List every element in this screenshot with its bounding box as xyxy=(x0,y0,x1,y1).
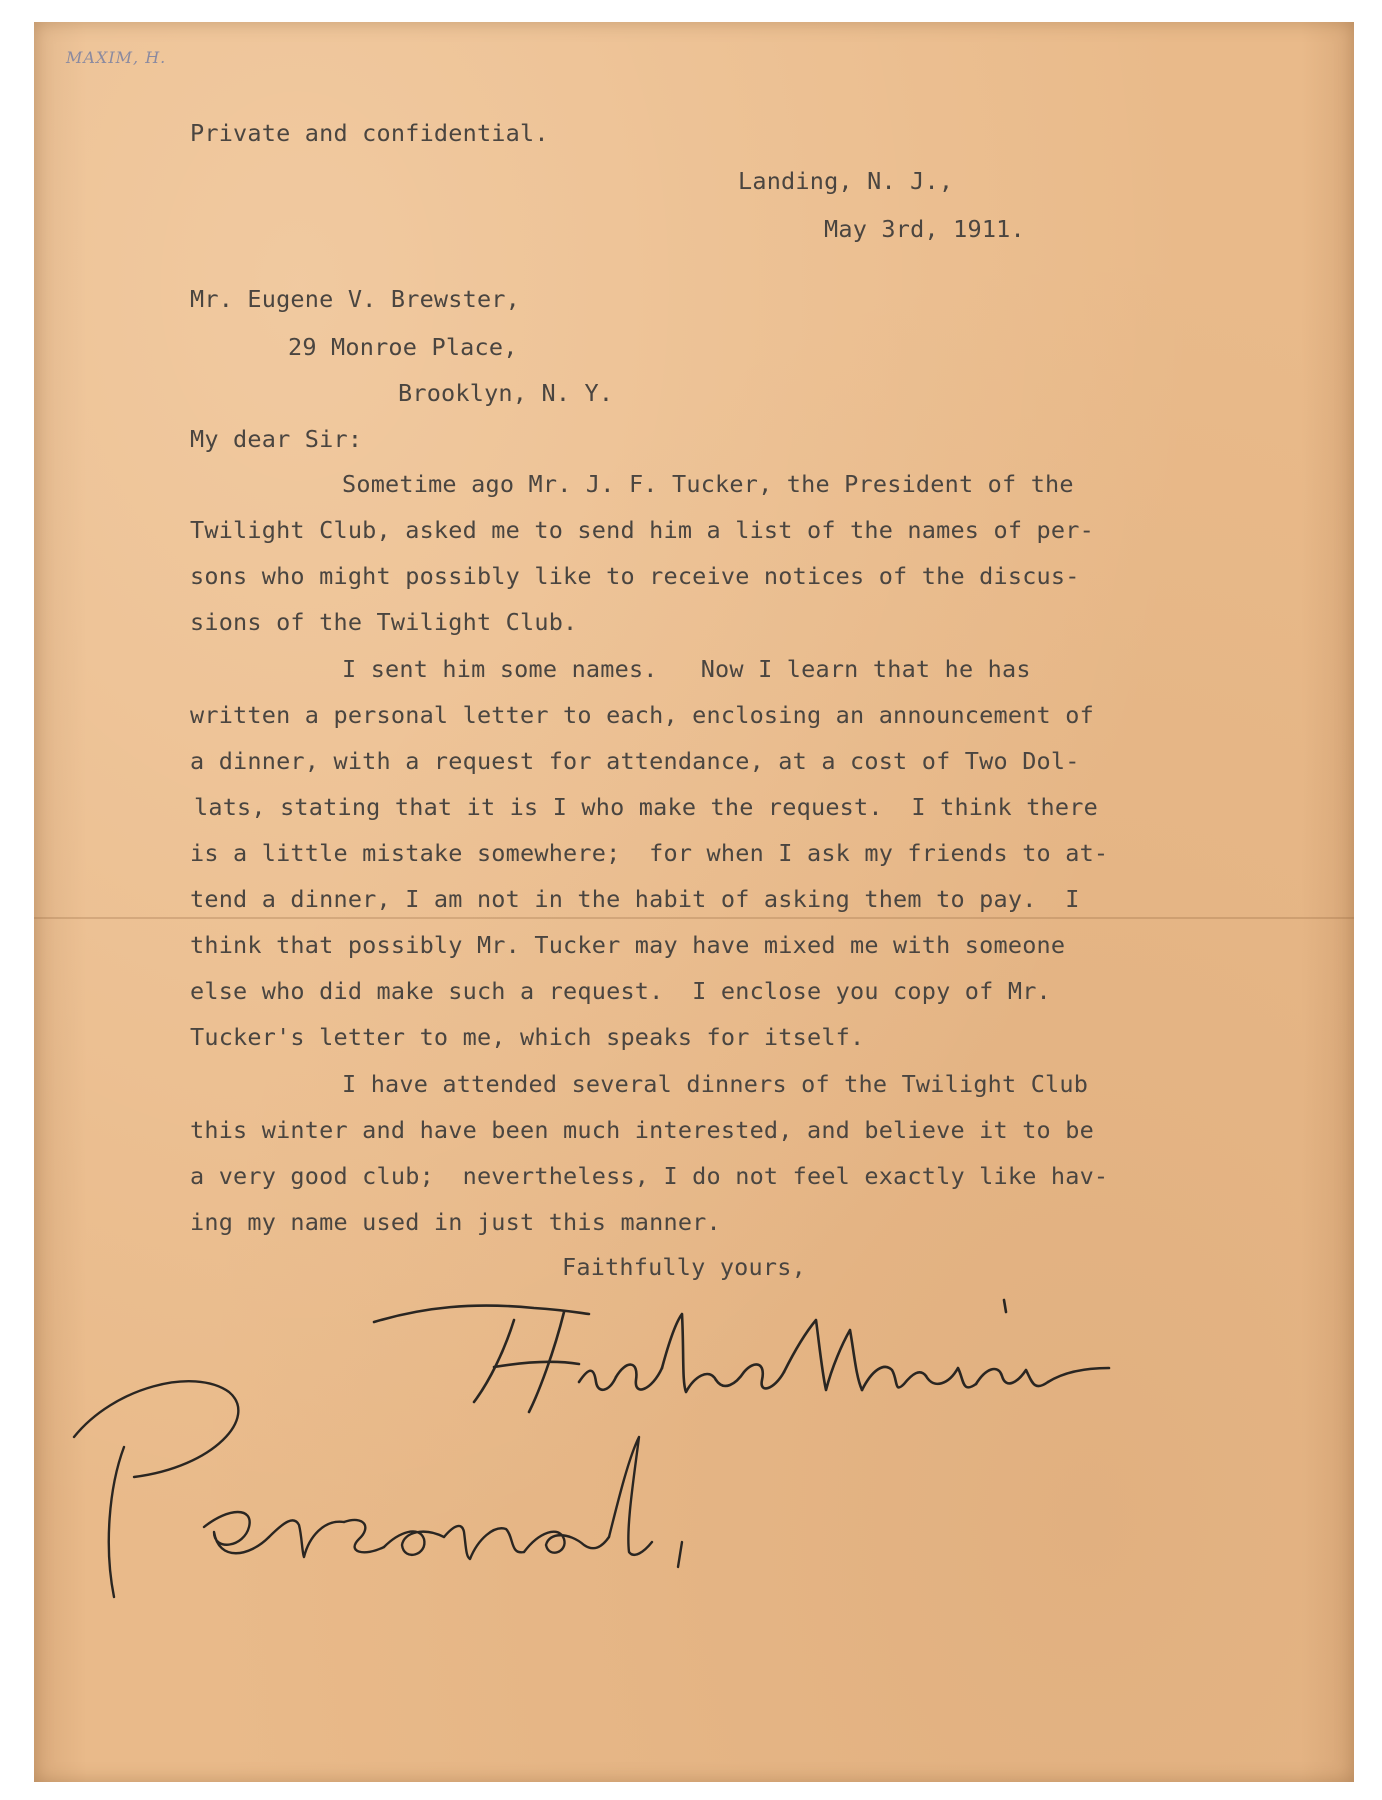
body-line: Twilight Club, asked me to send him a list of the names of per- xyxy=(190,516,1094,544)
closing: Faithfully yours, xyxy=(562,1253,806,1281)
body-line: think that possibly Mr. Tucker may have mixed me with someone xyxy=(190,931,1066,959)
body-line: lats, stating that it is I who make the request. I think there xyxy=(194,793,1098,821)
body-line: else who did make such a request. I enclose you copy of Mr. xyxy=(190,977,1051,1005)
body-line: Tucker's letter to me, which speaks for itself. xyxy=(190,1023,865,1051)
body-line: I sent him some names. Now I learn that he has xyxy=(342,655,1031,683)
body-line: a dinner, with a request for attendance, at a cost of Two Dol- xyxy=(190,747,1080,775)
paper-fold-line xyxy=(34,917,1354,919)
letter-date: May 3rd, 1911. xyxy=(824,215,1025,243)
body-line: this winter and have been much interested, and believe it to be xyxy=(190,1116,1094,1144)
letter-page xyxy=(34,22,1354,1782)
addressee-street: 29 Monroe Place, xyxy=(288,333,518,361)
body-line: is a little mistake somewhere; for when I ask my friends to at- xyxy=(190,839,1109,867)
body-line: sions of the Twilight Club. xyxy=(190,608,578,636)
body-line: ing my name used in just this manner. xyxy=(190,1208,721,1236)
body-line: Sometime ago Mr. J. F. Tucker, the President of the xyxy=(342,470,1074,498)
sender-place: Landing, N. J., xyxy=(738,167,954,195)
addressee-name: Mr. Eugene V. Brewster, xyxy=(190,285,521,313)
body-line: tend a dinner, I am not in the habit of asking them to pay. I xyxy=(190,885,1080,913)
body-line: sons who might possibly like to receive notices of the discus- xyxy=(190,562,1080,590)
addressee-city: Brooklyn, N. Y. xyxy=(398,379,614,407)
handwritten-personal-note xyxy=(54,1347,754,1617)
body-line: written a personal letter to each, enclosing an announcement of xyxy=(190,701,1094,729)
pencil-archive-note: MAXIM, H. xyxy=(66,48,167,67)
body-line: I have attended several dinners of the Twilight Club xyxy=(342,1070,1089,1098)
body-line: a very good club; nevertheless, I do not feel exactly like hav- xyxy=(190,1162,1109,1190)
salutation: My dear Sir: xyxy=(190,425,363,453)
confidential-heading: Private and confidential. xyxy=(190,119,549,147)
